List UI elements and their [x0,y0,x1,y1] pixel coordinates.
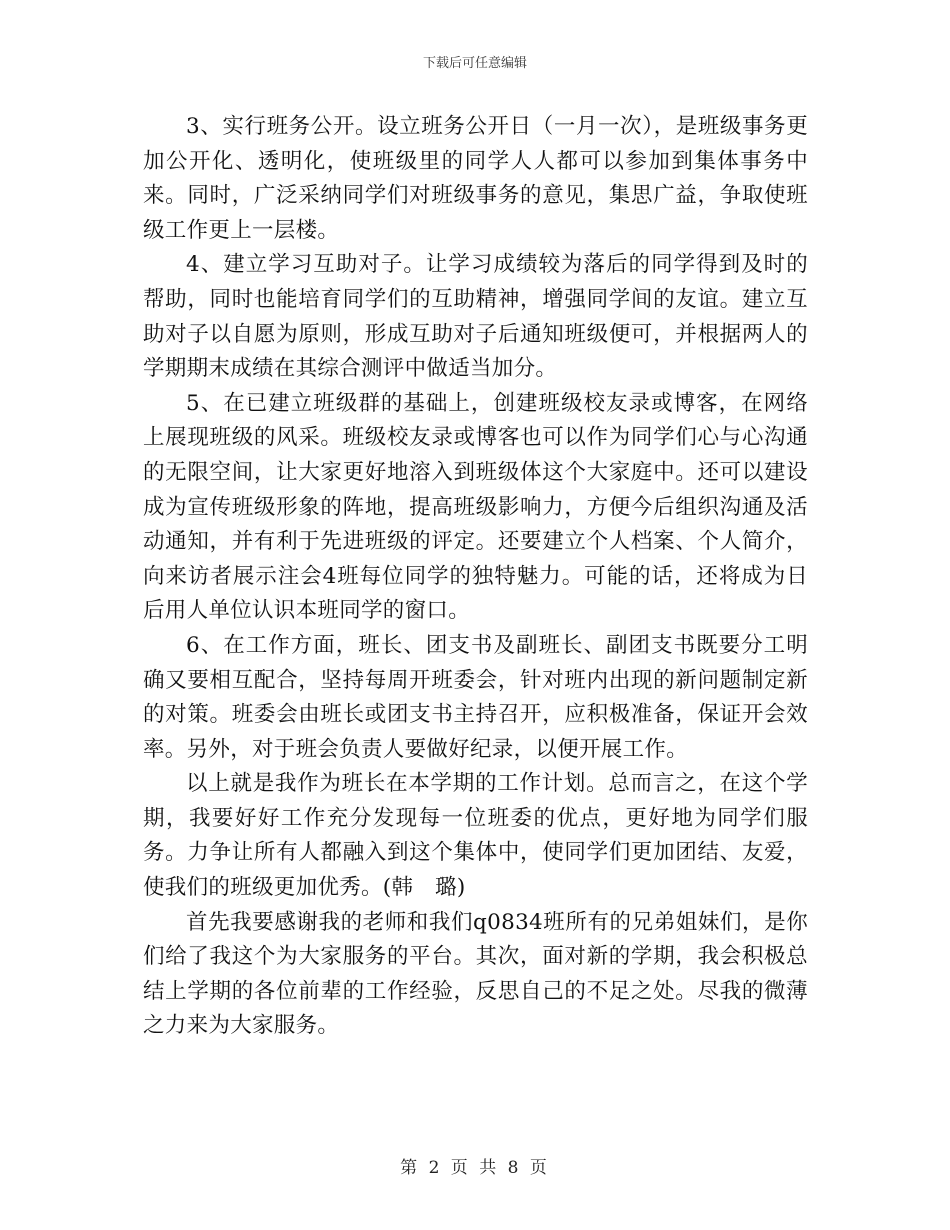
page-header: 下载后可任意编辑 [422,56,527,71]
paragraph-item-5: 5、在已建立班级群的基础上，创建班级校友录或博客，在网络上展现班级的风采。班级校友录或博客也可以作为同学们心与心沟通的无限空间，让大家更好地溶入到班级体这个大家庭中。还可以建设成为宣传班级形象的阵地，提高班级影响力，方便今后组织沟通及活动通知，并有利于先进班级的评定。还要建立个人档案、个人简介，向来访者展示注会4班每位同学的独特魅力。可能的话，还将成为日后用人单位认识本班同学的窗口。 [143,390,808,624]
document-body [143,110,808,1044]
page-number-footer: 第 2 页 共 8 页 [400,1158,550,1178]
paragraph-item-3: 3、实行班务公开。设立班务公开日（一月一次），是班级事务更加公开化、透明化，使班级里的同学人人都可以参加到集体事务中来。同时，广泛采纳同学们对班级事务的意见，集思广益，争取使班级工作更上一层楼。 [143,114,808,243]
paragraph-thanks: 首先我要感谢我的老师和我们q0834班所有的兄弟姐妹们，是你们给了我这个为大家服务的平台。其次，面对新的学期，我会积极总结上学期的各位前辈的工作经验，反思自己的不足之处。尽我的微薄之力来为大家服务。 [143,909,808,1039]
paragraph-summary: 以上就是我作为班长在本学期的工作计划。总而言之，在这个学期，我要好好工作充分发现每一位班委的优点，更好地为同学们服务。力争让所有人都融入到这个集体中，使同学们更加团结、友爱，使我们的班级更加优秀。(韩 璐) [143,771,808,901]
paragraph-item-6: 6、在工作方面，班长、团支书及副班长、副团支书既要分工明确又要相互配合，坚持每周开班委会，针对班内出现的新问题制定新的对策。班委会由班长或团支书主持召开，应积极准备，保证开会效率。另外，对于班会负责人要做好纪录，以便开展工作。 [143,632,808,762]
paragraph-item-4: 4、建立学习互助对子。让学习成绩较为落后的同学得到及时的帮助，同时也能培育同学们的互助精神，增强同学间的友谊。建立互助对子以自愿为原则，形成互助对子后通知班级便可，并根据两人的学期期末成绩在其综合测评中做适当加分。 [143,252,808,382]
